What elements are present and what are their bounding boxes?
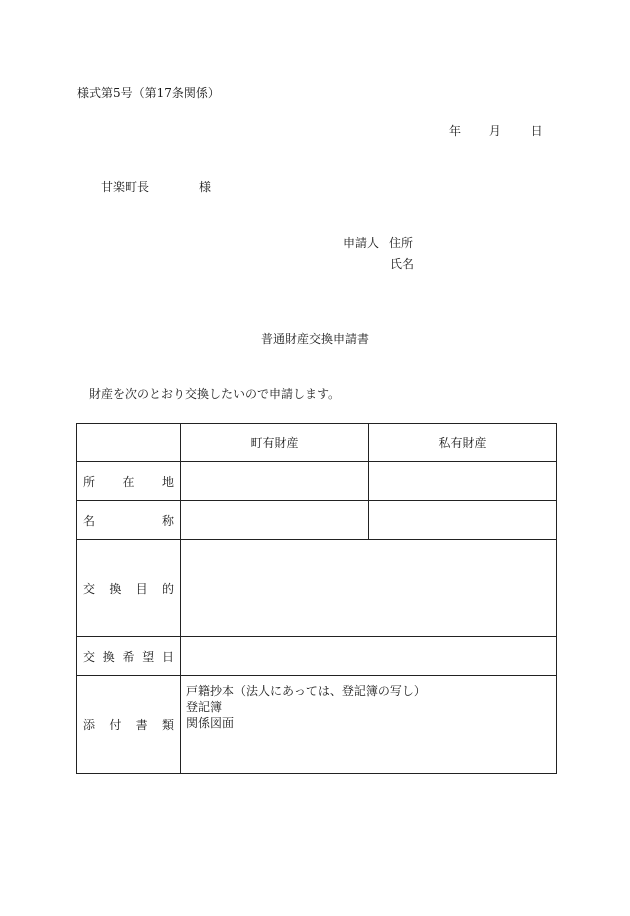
table-row-name xyxy=(77,501,557,540)
private-name-field[interactable] xyxy=(369,501,557,540)
table-corner-cell xyxy=(77,424,181,462)
exchange-table xyxy=(76,423,557,774)
applicant-address-label: 住所 xyxy=(389,236,414,250)
date-year: 年 xyxy=(449,124,462,138)
attachments-label: 添 付 書 類 xyxy=(77,676,181,774)
town-location-field[interactable] xyxy=(181,462,369,501)
addressee-mayor: 甘楽町長 xyxy=(101,180,150,194)
name-label: 名 称 xyxy=(77,501,181,540)
attachments-list xyxy=(181,676,557,774)
private-location-field[interactable] xyxy=(369,462,557,501)
table-row-purpose xyxy=(77,540,557,637)
date-month: 月 xyxy=(488,124,501,138)
applicant-block xyxy=(343,234,413,251)
intro-text: 財産を次のとおり交換したいので申請します。 xyxy=(89,387,341,401)
table-row-date xyxy=(77,637,557,676)
table-row-location xyxy=(77,462,557,501)
purpose-label: 交 換 目 的 xyxy=(77,540,181,637)
purpose-field[interactable] xyxy=(181,540,557,637)
addressee xyxy=(101,178,211,195)
table-row-attachments xyxy=(77,676,557,774)
private-property-header: 私有財産 xyxy=(369,424,557,462)
applicant-name-label: 氏名 xyxy=(390,257,415,271)
attachment-item: 関係図面 xyxy=(186,716,235,730)
desired-date-label: 交 換 希 望 日 xyxy=(77,637,181,676)
attachment-item: 登記簿 xyxy=(186,700,223,714)
form-number: 様式第5号（第17条関係） xyxy=(77,86,220,100)
town-property-header: 町有財産 xyxy=(181,424,369,462)
addressee-honorific: 様 xyxy=(199,180,212,194)
attachment-item: 戸籍抄本（法人にあっては、登記簿の写し） xyxy=(186,684,426,698)
date-day: 日 xyxy=(530,124,543,138)
location-label: 所 在 地 xyxy=(77,462,181,501)
applicant-label: 申請人 xyxy=(343,236,380,250)
desired-date-field[interactable] xyxy=(181,637,557,676)
document-title: 普通財産交換申請書 xyxy=(260,332,369,346)
town-name-field[interactable] xyxy=(181,501,369,540)
table-header-row xyxy=(77,424,557,462)
date-line xyxy=(449,122,543,139)
